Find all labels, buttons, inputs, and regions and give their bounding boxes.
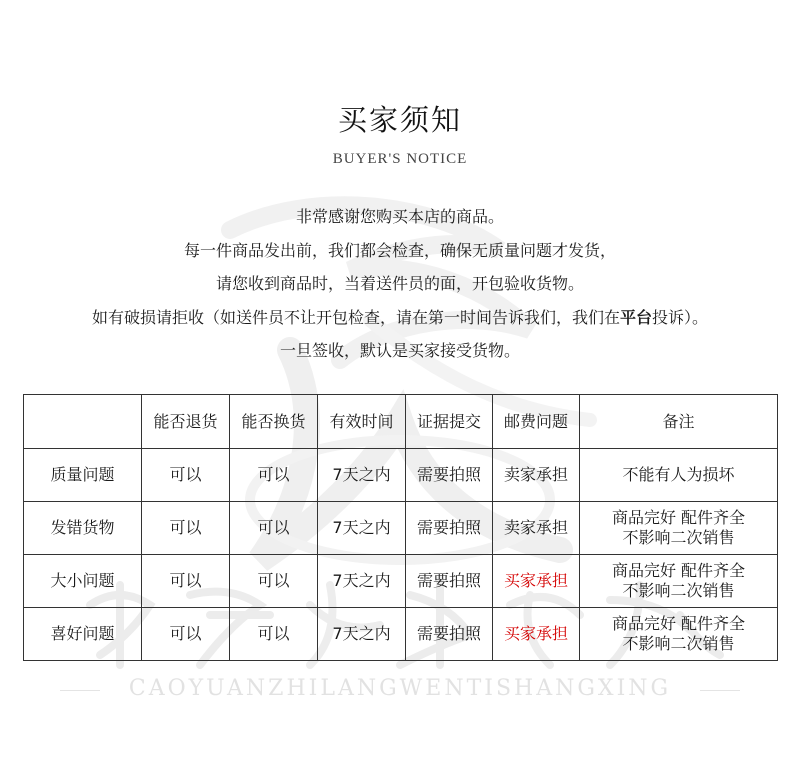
return-policy-table — [23, 394, 778, 661]
page-title: 买家须知 — [337, 103, 462, 137]
note-line-1: 商品完好 配件齐全 — [611, 508, 746, 527]
cell-note — [580, 449, 778, 502]
notice-line-2: 每一件商品发出前，我们都会检查，确保无质量问题才发货， — [183, 240, 616, 260]
cell-evidence: 需要拍照 — [406, 608, 493, 661]
note-line-2: 不影响二次销售 — [622, 634, 735, 653]
header-cell-empty — [24, 395, 142, 449]
cell-issue-type: 大小问题 — [24, 555, 142, 608]
notice-line-4-end: 投诉）。 — [652, 307, 709, 327]
cell-return: 可以 — [142, 555, 230, 608]
table-row — [24, 608, 778, 661]
cell-evidence: 需要拍照 — [406, 502, 493, 555]
header-cell-time: 有效时间 — [318, 395, 406, 449]
cell-time: 7天之内 — [318, 555, 406, 608]
cell-issue-type: 质量问题 — [24, 449, 142, 502]
cell-issue-type: 发错货物 — [24, 502, 142, 555]
header-cell-postage: 邮费问题 — [493, 395, 580, 449]
cell-note — [580, 608, 778, 661]
cell-note — [580, 502, 778, 555]
note-line-2: 不影响二次销售 — [622, 581, 735, 600]
cell-exchange: 可以 — [230, 555, 318, 608]
watermark-text: CAOYUANZHILANGWENTISHANGXING — [128, 676, 672, 701]
table-row — [24, 502, 778, 555]
notice-line-4 — [0, 301, 800, 335]
notice-line-4-start: 如有破损请拒收（如送件员不让开包检查，请在第一时间告诉我们，我们在 — [91, 307, 620, 327]
cell-postage-buyer: 买家承担 — [493, 555, 580, 608]
cell-note — [580, 555, 778, 608]
cell-postage: 卖家承担 — [493, 502, 580, 555]
cell-return: 可以 — [142, 502, 230, 555]
cell-return: 可以 — [142, 449, 230, 502]
table-row — [24, 449, 778, 502]
cell-time: 7天之内 — [318, 502, 406, 555]
note-line-2: 不影响二次销售 — [622, 528, 735, 547]
table-row — [24, 555, 778, 608]
cell-return: 可以 — [142, 608, 230, 661]
table-header-row — [24, 395, 778, 449]
notice-line-5: 一旦签收，默认是买家接受货物。 — [279, 341, 520, 360]
notice-line-1: 非常感谢您购买本店的商品。 — [295, 207, 504, 226]
notice-line-4-platform: 平台 — [619, 307, 652, 327]
cell-postage: 卖家承担 — [493, 449, 580, 502]
cell-issue-type: 喜好问题 — [24, 608, 142, 661]
cell-time: 7天之内 — [318, 449, 406, 502]
header-cell-return: 能否退货 — [142, 395, 230, 449]
note-line-1: 不能有人为损坏 — [622, 465, 735, 484]
notice-line-3: 请您收到商品时，当着送件员的面，开包验收货物。 — [215, 274, 584, 293]
cell-evidence: 需要拍照 — [406, 555, 493, 608]
note-line-1: 商品完好 配件齐全 — [611, 614, 746, 633]
notice-block — [0, 200, 800, 368]
cell-postage-buyer: 买家承担 — [493, 608, 580, 661]
cell-time: 7天之内 — [318, 608, 406, 661]
cell-exchange: 可以 — [230, 502, 318, 555]
note-line-1: 商品完好 配件齐全 — [611, 561, 746, 580]
header-cell-exchange: 能否换货 — [230, 395, 318, 449]
cell-exchange: 可以 — [230, 608, 318, 661]
cell-evidence: 需要拍照 — [406, 449, 493, 502]
header-cell-note: 备注 — [580, 395, 778, 449]
header-cell-evidence: 证据提交 — [406, 395, 493, 449]
cell-exchange: 可以 — [230, 449, 318, 502]
page-subtitle: BUYER'S NOTICE — [332, 151, 468, 167]
